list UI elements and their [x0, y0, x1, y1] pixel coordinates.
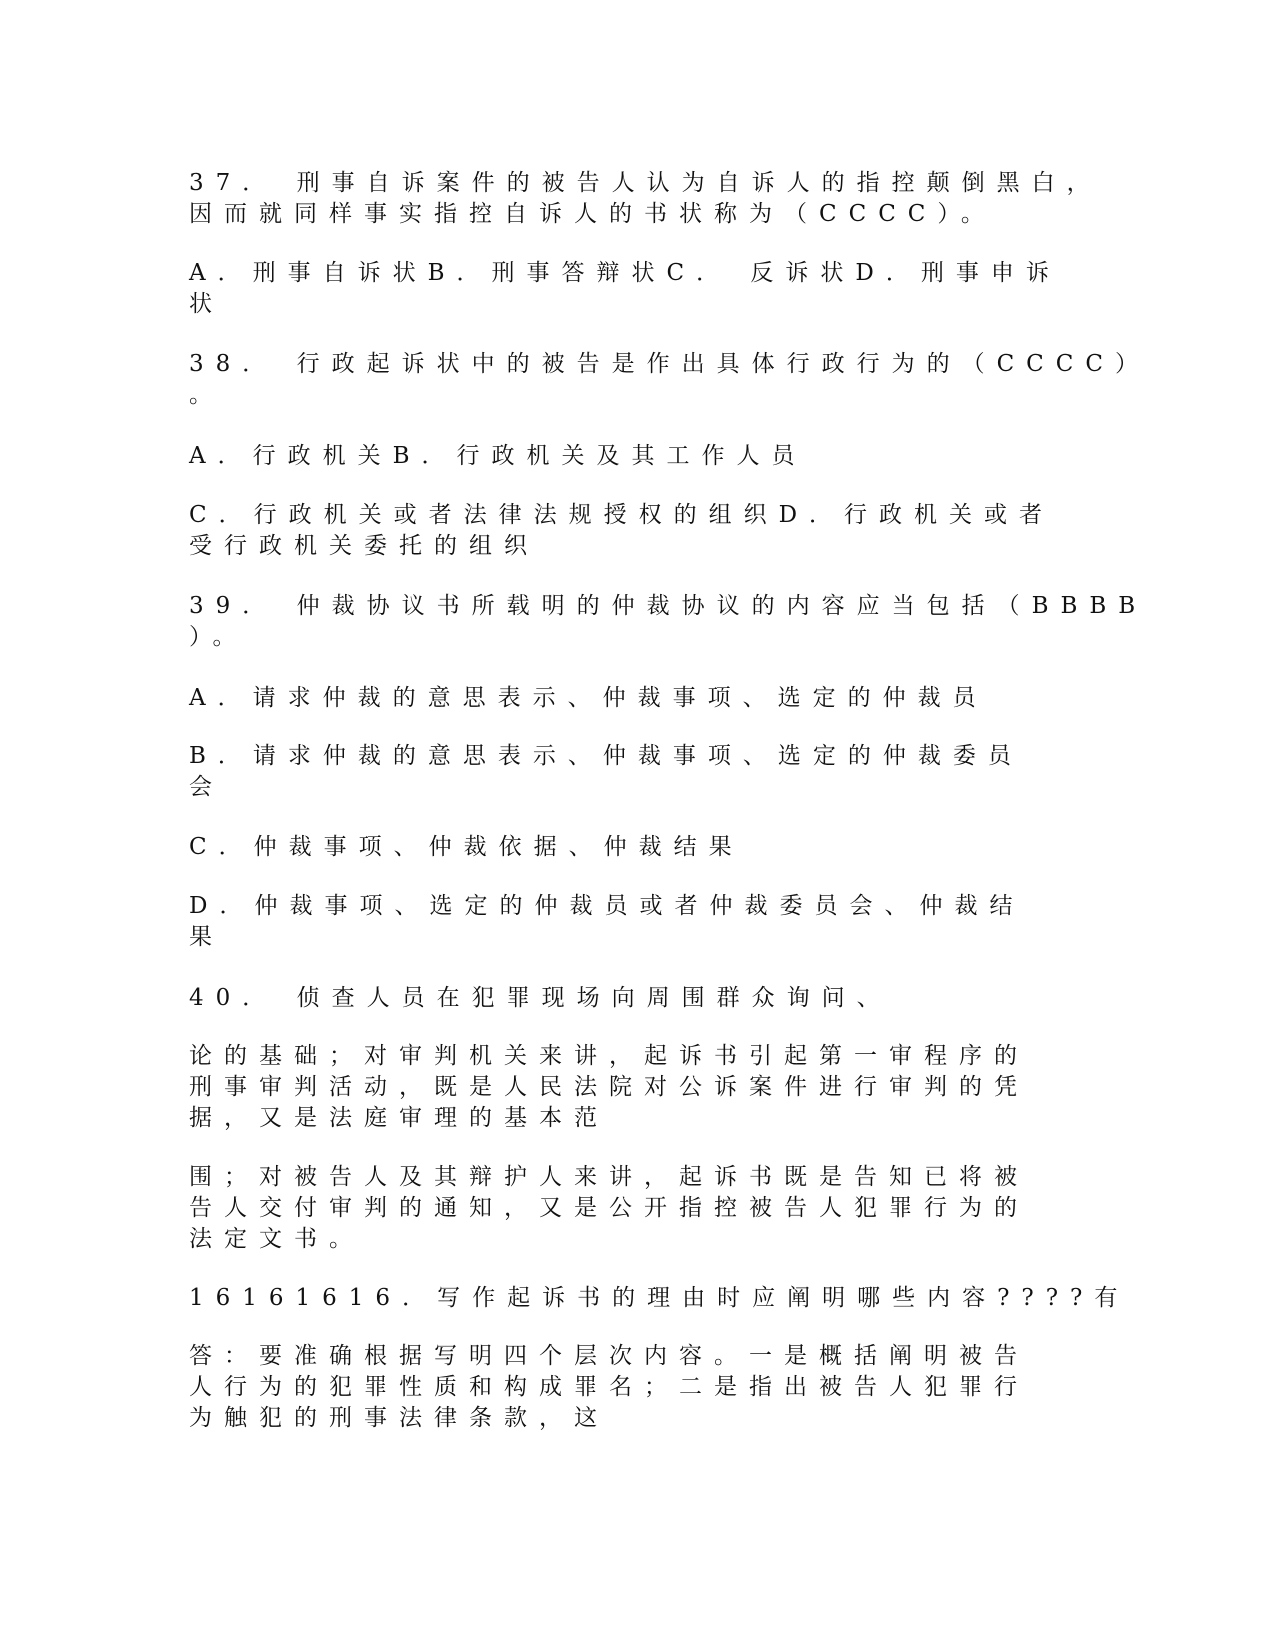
question-39-option-a	[189, 683, 1139, 714]
question-40	[189, 983, 1139, 1014]
question-16	[189, 1283, 1139, 1314]
question-38-options-ab	[189, 441, 1139, 472]
question-38-options-cd	[189, 500, 1139, 562]
text-line: 37． 刑事自诉案件的被告人认为自诉人的指控颠倒黑白，	[189, 170, 1102, 196]
text-line: 状	[189, 291, 224, 317]
text-line: 受行政机关委托的组织	[189, 533, 539, 559]
text-line: 告人交付审判的通知，又是公开指控被告人犯罪行为的	[189, 1195, 1029, 1221]
question-39-option-c	[189, 832, 1139, 863]
text-line: 据，又是法庭审理的基本范	[189, 1105, 609, 1131]
answer-16	[189, 1341, 1139, 1434]
text-line: 围；对被告人及其辩护人来讲，起诉书既是告知已将被	[189, 1164, 1029, 1190]
text-line: 39． 仲裁协议书所载明的仲裁协议的内容应当包括（BBBB	[189, 593, 1148, 619]
text-line: A．行政机关B．行政机关及其工作人员	[189, 443, 807, 469]
text-line: ）。	[189, 624, 248, 650]
text-line: 人行为的犯罪性质和构成罪名；二是指出被告人犯罪行	[189, 1374, 1029, 1400]
text-line: 会	[189, 774, 224, 800]
question-39-option-d	[189, 891, 1139, 953]
text-line: C．仲裁事项、仲裁依据、仲裁结果	[189, 834, 744, 860]
text-line: 刑事审判活动，既是人民法院对公诉案件进行审判的凭	[189, 1074, 1029, 1100]
text-line: 法定文书。	[189, 1226, 364, 1252]
text-line: C．行政机关或者法律法规授权的组织D．行政机关或者	[189, 502, 1055, 528]
text-fragment	[189, 1041, 1139, 1134]
text-line: 因而就同样事实指控自诉人的书状称为（CCCC）。	[189, 201, 996, 227]
text-line: 论的基础；对审判机关来讲，起诉书引起第一审程序的	[189, 1043, 1029, 1069]
text-line: 答：要准确根据写明四个层次内容。一是概括阐明被告	[189, 1343, 1029, 1369]
text-line: A．刑事自诉状B．刑事答辩状C． 反诉状D．刑事申诉	[189, 260, 1061, 286]
text-line: 为触犯的刑事法律条款，这	[189, 1405, 609, 1431]
text-line: 16161616．写作起诉书的理由时应阐明哪些内容????有	[189, 1285, 1130, 1311]
text-fragment	[189, 1162, 1139, 1255]
text-line: 果	[189, 924, 224, 950]
question-37	[189, 168, 1139, 230]
text-line: B．请求仲裁的意思表示、仲裁事项、选定的仲裁委员	[189, 743, 1023, 769]
question-39	[189, 591, 1148, 653]
question-38	[189, 349, 1150, 411]
text-line: 40． 侦查人员在犯罪现场向周围群众询问、	[189, 985, 892, 1011]
text-line: 。	[189, 382, 224, 408]
text-line: 38． 行政起诉状中的被告是作出具体行政行为的（CCCC）	[189, 351, 1150, 377]
text-line: A．请求仲裁的意思表示、仲裁事项、选定的仲裁员	[189, 685, 988, 711]
question-37-options	[189, 258, 1139, 320]
text-line: D．仲裁事项、选定的仲裁员或者仲裁委员会、仲裁结	[189, 893, 1025, 919]
question-39-option-b	[189, 741, 1139, 803]
